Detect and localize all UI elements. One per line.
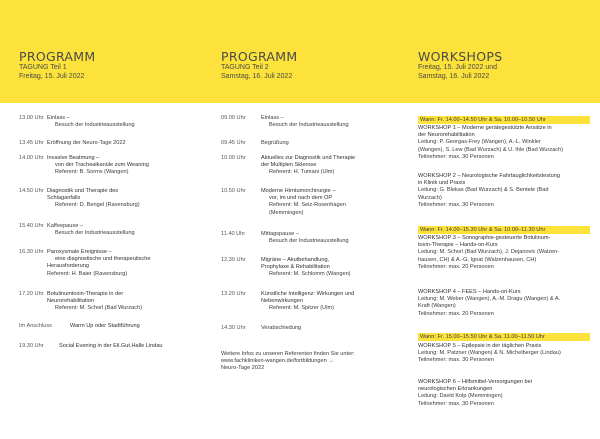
workshop-info: hausen, CH) & A.-G. Ignat (Walzenhausen, CH) xyxy=(418,256,537,263)
item-time: 10.50 Uhr xyxy=(221,188,246,194)
item-line: Begrüßung xyxy=(261,140,289,146)
item-line: Prophylaxe & Rehabilitation xyxy=(261,264,330,271)
header-subtitle: TAGUNG Teil 2 xyxy=(221,64,269,71)
workshop-title: neurologischen Erkrankungen xyxy=(418,386,493,393)
time-slot-bar: Wann: Fr. 14.00–14.50 Uhr & Sa. 10.00–10.50 Uhr xyxy=(418,116,590,124)
item-line: Aktuelles zur Diagnostik und Therapie xyxy=(261,155,356,161)
workshop-info: Teilnehmer: max. 30 Personen xyxy=(418,400,494,407)
item-line: Eröffnung der Neuro-Tage 2022 xyxy=(47,140,126,146)
workshop-item xyxy=(418,173,560,209)
website-link[interactable]: www.fachkliniken-wangen.de/fortbildungen → xyxy=(221,358,334,365)
workshop-title: WORKSHOP 6 – Hilfsmittel-Versorgungen bei xyxy=(418,379,532,385)
workshop-title: WORKSHOP 1 – Moderne gerätegestützte Ansätze in xyxy=(418,125,552,131)
item-time: 16.30 Uhr xyxy=(19,249,44,255)
workshop-info: Wurzach) xyxy=(418,194,442,201)
item-time: 17.20 Uhr xyxy=(19,291,44,297)
item-line: Referent: H. Baier (Ravensburg) xyxy=(47,270,128,277)
item-time: 10.00 Uhr xyxy=(221,155,246,161)
item-time: 15.40 Uhr xyxy=(19,223,44,229)
item-line: eine diagnostische und therapeutische xyxy=(55,256,151,263)
item-line: Einlass – xyxy=(261,115,284,121)
item-line: Paroxysmale Ereignisse – xyxy=(47,249,112,255)
item-time: Im Anschluss xyxy=(19,323,52,329)
workshop-info: Leitung: David Kolp (Memmingen) xyxy=(418,393,503,400)
item-line: Schlaganfalls xyxy=(47,195,81,202)
workshop-title: WORKSHOP 5 – Epilepsie in der täglichen Praxis xyxy=(418,343,542,349)
workshop-title: WORKSHOP 2 – Neurologische Fahrtauglichkeitstestung xyxy=(418,173,560,179)
workshop-info: Teilnehmer: max. 20 Personen xyxy=(418,263,494,270)
workshop-item xyxy=(418,125,563,161)
item-line: Invasive Beatmung – xyxy=(47,155,100,161)
item-time: 09.00 Uhr xyxy=(221,115,246,121)
item-time: 13.45 Uhr xyxy=(19,140,44,146)
header-programm-teil2 xyxy=(221,49,297,81)
workshop-info: Teilnehmer: max. 30 Personen xyxy=(418,153,494,160)
time-slot-bar: Wann: Fr. 15.00–15.50 Uhr & Sa. 11.00–11.50 Uhr xyxy=(418,333,590,341)
workshop-item xyxy=(418,289,560,318)
item-line: Referent: D. Bengel (Ravensburg) xyxy=(55,202,140,209)
item-time: 09.45 Uhr xyxy=(221,140,246,146)
item-line: Social Evening in der Eil.Gut.Halle Lindau xyxy=(59,343,163,349)
item-line: Kaffeepause – xyxy=(47,223,83,229)
workshop-info: Teilnehmer: max. 30 Personen xyxy=(418,357,494,364)
item-line: (Memmingen) xyxy=(269,209,304,216)
header-title: WORKSHOPS xyxy=(418,49,503,64)
item-line: Referent: B. Sorms (Wangen) xyxy=(55,169,129,176)
info-note xyxy=(221,351,355,373)
item-time: 11.40 Uhr xyxy=(221,231,246,237)
item-time: 19.30 Uhr xyxy=(19,343,44,349)
workshop-info: Leitung: M. Weber (Wangen), A.-M. Dragu (Wangen) & A. xyxy=(418,296,561,303)
header-subtitle: TAGUNG Teil 1 xyxy=(19,64,67,71)
item-line: Diagnostik und Therapie des xyxy=(47,188,119,194)
workshop-info: Leitung: P. Georgas-Frey (Wangen), A.-L. Winkler xyxy=(418,139,541,146)
header-title: PROGRAMM xyxy=(221,49,298,64)
workshop-item xyxy=(418,343,561,365)
item-line: Nebenwirkungen xyxy=(261,298,303,305)
item-line: Referent: M. Schlomm (Wangen) xyxy=(269,271,351,278)
workshop-info: Teilnehmer: max. 30 Personen xyxy=(418,201,494,208)
item-line: Referent: M. Spitzer (Ulm) xyxy=(269,305,334,312)
workshop-info: Kraft (Wangen) xyxy=(418,303,456,310)
header-date-line2: Samstag, 16. Juli 2022 xyxy=(418,72,490,80)
workshop-title: toxin-Therapie – Hands-on-Kurs xyxy=(418,242,498,249)
workshop-title: WORKSHOP 4 – FEES – Hands-on-Kurs xyxy=(418,289,521,295)
item-time: 13.00 Uhr xyxy=(19,115,44,121)
workshop-title: WORKSHOP 3 – Sonographie-gesteuerte Botulinum- xyxy=(418,235,551,241)
workshop-info: Leitung: M. Patzner (Wangen) & N. Michelberger (Lindau) xyxy=(418,350,561,357)
item-line: Besuch der Industrieausstellung xyxy=(55,230,135,237)
header-date: Samstag, 16. Juli 2022 xyxy=(221,72,293,80)
item-line: Moderne Hirntumorchirurgie – xyxy=(261,188,336,194)
item-line: von der Trachealkanüle zum Weaning xyxy=(55,162,149,169)
item-time: 14.50 Uhr xyxy=(19,188,44,194)
workshop-item xyxy=(418,379,532,408)
workshop-title: der Neurorehabilitation xyxy=(418,132,475,139)
header-title: PROGRAMM xyxy=(19,49,96,64)
item-line: Migräne – Akutbehandlung, xyxy=(261,257,330,263)
workshop-title: in Klinik und Praxis xyxy=(418,180,466,187)
workshop-item xyxy=(418,235,559,271)
item-line: Warm Up oder Stadtführung xyxy=(70,323,140,329)
item-line: Besuch der Industrieausstellung xyxy=(55,122,135,129)
workshop-info: Leitung: M. Schorl (Bad Wurzach), J. Dejanovic (Walzen- xyxy=(418,249,560,256)
item-time: 14.00 Uhr xyxy=(19,155,44,161)
item-line: Herausforderung xyxy=(47,263,89,270)
time-slot-bar: Wann: Fr. 14.00–15.30 Uhr & Sa. 10.00–11.30 Uhr xyxy=(418,226,590,234)
item-line: Einlass – xyxy=(47,115,70,121)
item-line: Besuch der Industrieausstellung xyxy=(269,122,349,129)
header-date: Freitag, 15. Juli 2022 xyxy=(19,72,85,80)
header-workshops xyxy=(418,49,502,81)
note-line: Neuro-Tage 2022 xyxy=(221,365,265,372)
item-line: Besuch der Industrieausstellung xyxy=(269,238,349,245)
item-time: 13.20 Uhr xyxy=(221,291,246,297)
item-line: Neurorehabilitation xyxy=(47,298,94,305)
note-line: Weitere Infos zu unseren Referenten finden Sie unter: xyxy=(221,351,355,357)
item-line: Verabschiedung xyxy=(261,325,302,331)
item-line: der Multiplen Sklerose xyxy=(261,162,317,169)
item-line: Botulinumtoxin-Therapie in der xyxy=(47,291,124,297)
item-line: Referent: M. Schorl (Bad Wurzach) xyxy=(55,305,142,312)
item-line: Künstliche Intelligenz: Wirkungen und xyxy=(261,291,355,297)
item-line: Referent: H. Tumani (Ulm) xyxy=(269,169,335,176)
item-line: Mittagspause – xyxy=(261,231,299,237)
item-time: 12.30 Uhr xyxy=(221,257,246,263)
item-line: Referent: M. Seiz-Rosenhagen xyxy=(269,202,346,209)
header-date-line1: Freitag, 15. Juli 2022 und xyxy=(418,64,497,71)
workshop-info: Teilnehmer: max. 20 Personen xyxy=(418,310,494,317)
item-time: 14.30 Uhr xyxy=(221,325,246,331)
workshop-info: (Wangen), S. Lew (Bad Wurzach) & U. Ihle (Bad Wurzach) xyxy=(418,146,564,153)
item-line: vor, im und nach dem OP xyxy=(269,195,333,202)
workshop-info: Leitung: G. Blekas (Bad Wurzach) & S. Bentele (Bad xyxy=(418,187,549,194)
header-programm-teil1 xyxy=(19,49,95,81)
